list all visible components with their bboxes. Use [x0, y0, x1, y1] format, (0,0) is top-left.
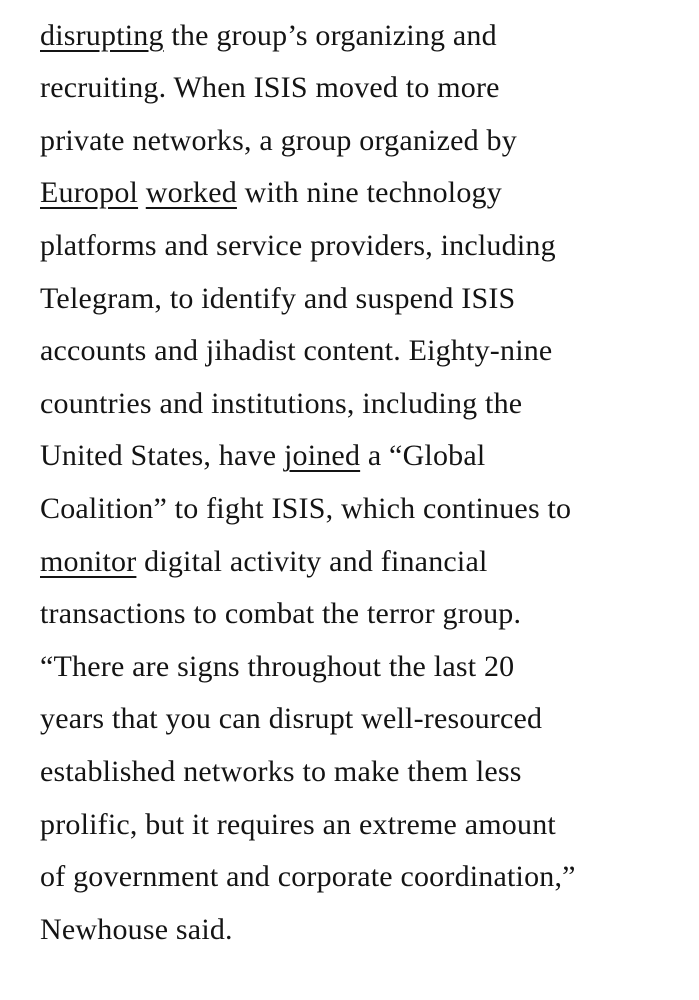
text-line [40, 325, 661, 378]
text-segment: of government and corporate coordination,” [40, 860, 576, 894]
text-segment: accounts and jihadist content. Eighty-nine [40, 334, 553, 368]
text-segment: prolific, but it requires an extreme amount [40, 807, 556, 841]
text-line [40, 273, 661, 326]
text-line [40, 693, 661, 746]
text-line [40, 799, 661, 852]
text-segment: platforms and service providers, including [40, 228, 556, 262]
text-segment: the group’s organizing and [163, 18, 497, 52]
text-segment: transactions to combat the terror group. [40, 597, 522, 631]
text-segment [138, 176, 146, 209]
text-segment: years that you can disrupt well-resourced [40, 702, 543, 736]
text-segment: Newhouse said. [40, 912, 233, 946]
text-line [40, 10, 661, 63]
text-line [40, 904, 661, 957]
text-line [40, 851, 661, 904]
text-line [40, 378, 661, 431]
text-segment: private networks, a group organized by [40, 123, 517, 157]
inline-text-link[interactable]: disrupting [40, 18, 164, 52]
text-segment: digital activity and financial [136, 544, 488, 578]
text-segment: with nine technology [236, 176, 502, 210]
text-segment: a “Global [360, 439, 486, 473]
text-line [40, 483, 661, 536]
inline-text-link[interactable]: worked [145, 176, 237, 210]
text-line [40, 167, 661, 220]
inline-text-link[interactable]: Europol [40, 176, 139, 210]
text-segment: United States, have [40, 439, 284, 473]
text-line [40, 536, 661, 589]
inline-text-link[interactable]: joined [283, 439, 361, 473]
text-line [40, 430, 661, 483]
text-segment: Coalition” to fight ISIS, which continues to [40, 491, 572, 525]
text-segment: recruiting. When ISIS moved to more [40, 71, 500, 105]
text-segment: countries and institutions, including the [40, 386, 523, 420]
inline-text-link[interactable]: monitor [40, 544, 137, 578]
text-line [40, 220, 661, 273]
text-line-clipped [40, 0, 661, 10]
text-segment: “There are signs throughout the last 20 [40, 649, 515, 683]
text-line [40, 62, 661, 115]
text-segment: established networks to make them less [40, 754, 522, 788]
text-line [40, 746, 661, 799]
text-line [40, 641, 661, 694]
text-line [40, 588, 661, 641]
text-line [40, 115, 661, 168]
text-segment: Telegram, to identify and suspend ISIS [40, 281, 516, 315]
